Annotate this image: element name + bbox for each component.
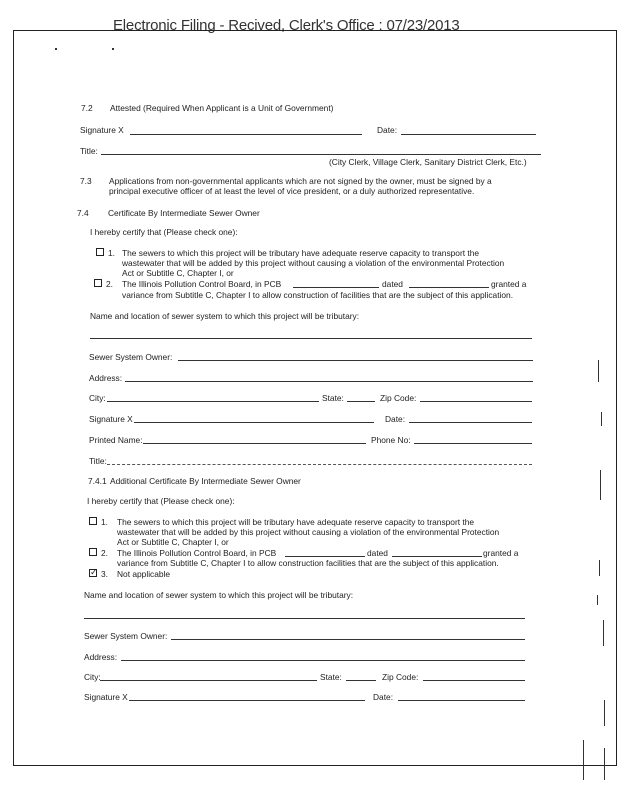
s74-state-label: State: — [322, 393, 344, 403]
s741-city-label: City: — [84, 672, 101, 682]
s74-option-1-number: 1. — [108, 248, 115, 258]
section-7-2-title: Attested (Required When Applicant is a Unit of Government) — [110, 103, 334, 113]
s74-option-2-line-1: The Illinois Pollution Control Board, in PCB — [122, 279, 282, 289]
s74-title-label: Title: — [89, 456, 107, 466]
scan-mark — [597, 595, 598, 605]
s74-pcb-number-field[interactable] — [293, 287, 379, 288]
section-7-3-number: 7.3 — [80, 176, 92, 186]
scan-speck — [112, 48, 114, 50]
s74-phone-label: Phone No: — [371, 435, 411, 445]
s74-zip-label: Zip Code: — [380, 393, 417, 403]
s74-option-1-line-1: The sewers to which this project will be tributary have adequate reserve capacity to transport the — [122, 248, 480, 258]
s741-option-1-line-1: The sewers to which this project will be tributary have adequate reserve capacity to transport the — [117, 517, 475, 527]
s741-address-label: Address: — [84, 652, 118, 662]
s741-signature-field[interactable] — [129, 700, 365, 701]
s74-name-location-prompt: Name and location of sewer system to which this project will be tributary: — [90, 311, 360, 321]
s741-owner-label: Sewer System Owner: — [84, 631, 168, 641]
s741-city-field[interactable] — [100, 680, 317, 681]
s74-signature-field[interactable] — [134, 422, 374, 423]
s74-city-field[interactable] — [107, 401, 319, 402]
s74-address-field[interactable] — [125, 381, 533, 382]
s74-printed-name-label: Printed Name: — [89, 435, 143, 445]
s741-option-1-number: 1. — [101, 517, 108, 527]
s741-name-location-prompt: Name and location of sewer system to which this project will be tributary: — [84, 590, 354, 600]
scan-mark — [601, 412, 602, 426]
s74-option-2-number: 2. — [106, 279, 113, 289]
scan-mark — [600, 470, 601, 500]
s74-city-label: City: — [89, 393, 106, 403]
s741-address-field[interactable] — [121, 660, 525, 661]
s74-dated-field[interactable] — [409, 287, 489, 288]
s741-state-field[interactable] — [346, 680, 376, 681]
s74-zip-field[interactable] — [420, 401, 532, 402]
s741-option-3-label: Not applicable — [117, 569, 171, 579]
s741-option-2-line-2: variance from Subtitle C, Chapter I to allow construction facilities that are the subject of this application. — [117, 558, 499, 568]
s74-option-1-line-3: Act or Subtitle C, Chapter I, or — [122, 268, 234, 278]
section-7-3-line-1: Applications from non-governmental applicants which are not signed by the owner, must be signed by a — [109, 176, 492, 186]
section-7-4-number: 7.4 — [77, 208, 89, 218]
s741-option-1-checkbox[interactable] — [89, 517, 97, 525]
s72-date-label: Date: — [377, 125, 398, 135]
s72-title-label: Title: — [80, 146, 98, 156]
scan-speck — [55, 48, 57, 50]
s741-option-2-number: 2. — [101, 548, 108, 558]
section-7-2-number: 7.2 — [81, 103, 93, 113]
scan-mark — [604, 700, 605, 726]
s741-sewer-system-field[interactable] — [84, 618, 525, 619]
s72-signature-label: Signature X — [80, 125, 124, 135]
s741-option-2-line-1: The Illinois Pollution Control Board, in PCB — [117, 548, 277, 558]
s74-option-2-line-2: variance from Subtitle C, Chapter I to allow construction of facilities that are the subject of this application. — [122, 290, 514, 300]
scan-mark — [603, 620, 604, 646]
s741-zip-field[interactable] — [423, 680, 525, 681]
filing-stamp-header: Electronic Filing - Recived, Clerk's Office : 07/23/2013 — [113, 17, 460, 34]
s74-owner-label: Sewer System Owner: — [89, 352, 173, 362]
s741-dated-field[interactable] — [392, 556, 482, 557]
s74-state-field[interactable] — [347, 401, 375, 402]
section-7-4-title: Certificate By Intermediate Sewer Owner — [108, 208, 260, 218]
s74-granted-label: granted a — [491, 279, 527, 289]
s741-option-2-checkbox[interactable] — [89, 548, 97, 556]
s72-date-field[interactable] — [401, 134, 536, 135]
scan-mark — [604, 748, 605, 780]
s74-signature-label: Signature X — [89, 414, 133, 424]
scan-mark — [583, 740, 584, 780]
s741-dated-label: dated — [367, 548, 388, 558]
s741-zip-label: Zip Code: — [382, 672, 419, 682]
s741-signature-label: Signature X — [84, 692, 128, 702]
s74-phone-field[interactable] — [414, 443, 532, 444]
s741-pcb-number-field[interactable] — [285, 556, 365, 557]
s74-option-1-line-2: wastewater that will be added by this project without causing a violation of the environmental Protection — [122, 258, 505, 268]
section-7-4-1-number: 7.4.1 — [88, 476, 107, 486]
s741-option-1-line-2: wastewater that will be added by this project without causing a violation of the environmental Protection — [117, 527, 500, 537]
s72-title-note: (City Clerk, Village Clerk, Sanitary District Clerk, Etc.) — [329, 157, 527, 167]
s741-state-label: State: — [320, 672, 342, 682]
s741-option-1-line-3: Act or Subtitle C, Chapter I, or — [117, 537, 229, 547]
s74-printed-name-field[interactable] — [143, 443, 366, 444]
scan-mark — [598, 360, 599, 382]
s72-signature-field[interactable] — [130, 134, 362, 135]
s74-title-field[interactable] — [107, 464, 532, 465]
s741-owner-field[interactable] — [171, 639, 525, 640]
s74-date-field[interactable] — [409, 422, 532, 423]
s74-certify-prompt: I hereby certify that (Please check one): — [90, 227, 238, 237]
s741-granted-label: granted a — [483, 548, 519, 558]
s741-certify-prompt: I hereby certify that (Please check one): — [87, 496, 235, 506]
s72-title-field[interactable] — [101, 154, 541, 155]
s74-owner-field[interactable] — [178, 360, 533, 361]
scan-mark — [599, 560, 600, 576]
s741-date-field[interactable] — [398, 700, 525, 701]
s741-date-label: Date: — [373, 692, 394, 702]
s74-dated-label: dated — [382, 279, 403, 289]
section-7-3-line-2: principal executive officer of at least the level of vice president, or a duly authorized representative. — [109, 186, 475, 196]
s741-option-3-checkbox[interactable] — [89, 569, 97, 577]
s74-date-label: Date: — [385, 414, 406, 424]
section-7-4-1-title: Additional Certificate By Intermediate Sewer Owner — [110, 476, 301, 486]
s741-option-3-number: 3. — [101, 569, 108, 579]
s74-address-label: Address: — [89, 373, 123, 383]
s74-option-2-checkbox[interactable] — [94, 279, 102, 287]
s74-sewer-system-field[interactable] — [90, 338, 532, 339]
s74-option-1-checkbox[interactable] — [96, 248, 104, 256]
